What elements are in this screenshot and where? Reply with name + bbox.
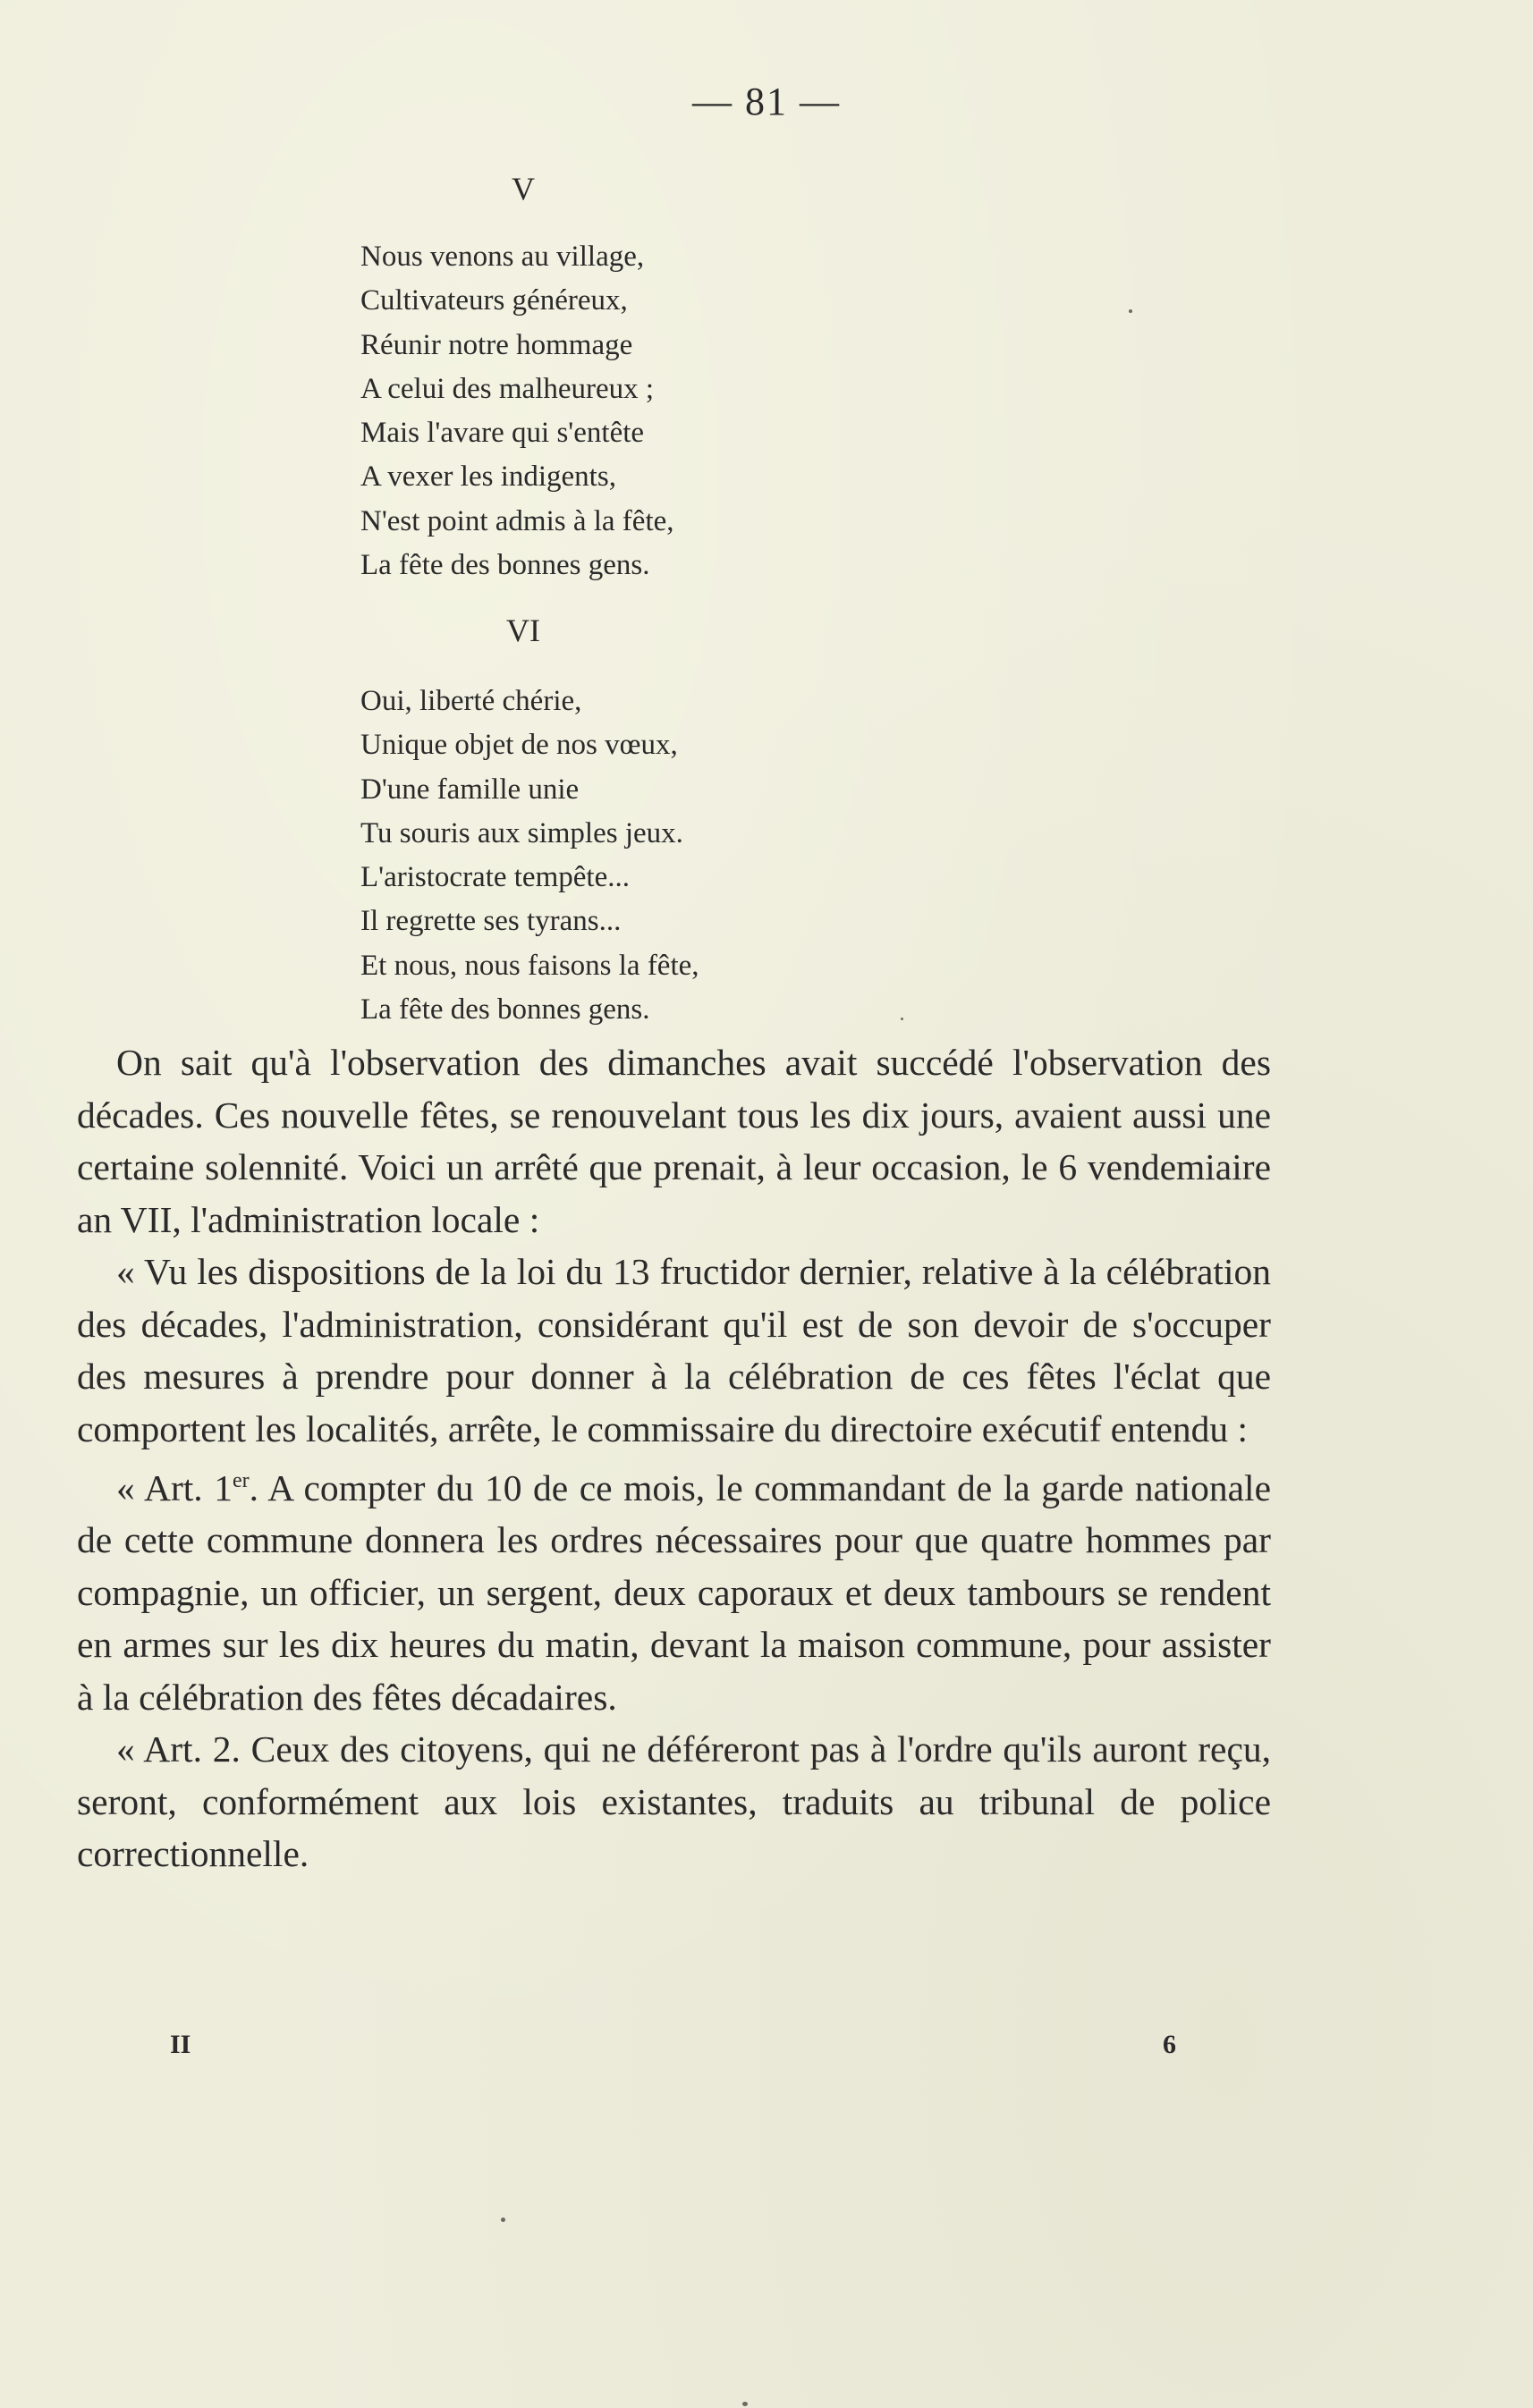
paragraph-article-1 (77, 1455, 1271, 1723)
stanza-v (360, 235, 674, 587)
volume-mark: II (170, 2030, 191, 2059)
signature-mark: 6 (1163, 2030, 1176, 2059)
verse-line: Nous venons au village, (360, 241, 645, 273)
stanza-heading-vi: VI (506, 613, 540, 648)
article-1-prefix: « Art. 1 (116, 1466, 233, 1508)
verse-line: Unique objet de nos vœux, (360, 729, 678, 762)
paper-speck (742, 2402, 748, 2406)
verse-line: A celui des malheureux ; (360, 372, 655, 405)
stanza-vi (360, 680, 699, 1032)
verse-line: Réunir notre hommage (360, 328, 633, 361)
paper-speck (501, 2218, 505, 2222)
paragraph-decades: On sait qu'à l'observation des dimanches avait succédé l'observation des décades. Ces nouvelle fêtes, se renouvelant tous les dix jours, avaient aussi une certaine solennité. Voici un arrêté que prenait, à leur occasion, le 6 vendemiaire an VII, l'administration locale : (77, 1042, 1271, 1240)
verse-line: A vexer les indigents, (360, 460, 616, 494)
verse-line: Cultivateurs généreux, (360, 284, 628, 317)
article-1-superscript: er (232, 1469, 250, 1492)
article-1-text: . A compter du 10 de ce mois, le commandant de la garde nationale de cette commune donnera les ordres nécessaires pour que quatre hommes par compagnie, un officier, un sergent, deux caporaux et deux tambours se rendent en armes sur les dix heures du matin, devant la maison commune, pour assister à la célébration des fêtes décadaires. (77, 1466, 1271, 1718)
page-number: — 81 — (692, 80, 841, 123)
verse-line: N'est point admis à la fête, (360, 504, 674, 537)
verse-line: La fête des bonnes gens. (360, 993, 650, 1027)
paper-speck (1129, 309, 1132, 313)
paragraph-arrete: « Vu les dispositions de la loi du 13 fructidor dernier, relative à la célébration des décades, l'administration, considérant qu'il est de son devoir de s'occuper des mesures à prendre pour donner à la célébration de ces fêtes l'éclat que comportent les localités, arrête, le commissaire du directoire exécutif entendu : (77, 1251, 1271, 1449)
verse-line: L'aristocrate tempête... (360, 861, 630, 894)
verse-line: Mais l'avare qui s'entête (360, 417, 645, 450)
paragraph-article-2: « Art. 2. Ceux des citoyens, qui ne déféreront pas à l'ordre qu'ils auront reçu, seront, conformément aux lois existantes, traduits au tribunal de police correctionnelle. (77, 1728, 1271, 1875)
verse-line: Il regrette ses tyrans... (360, 905, 622, 938)
verse-line: Tu souris aux simples jeux. (360, 816, 683, 849)
verse-line: Et nous, nous faisons la fête, (360, 949, 699, 982)
verse-line: D'une famille unie (360, 773, 580, 806)
verse-line: La fête des bonnes gens. (360, 549, 650, 582)
prose-body (77, 1036, 1271, 1880)
verse-line: Oui, liberté chérie, (360, 685, 582, 717)
paper-speck (901, 1018, 903, 1020)
stanza-heading-v: V (512, 171, 535, 207)
